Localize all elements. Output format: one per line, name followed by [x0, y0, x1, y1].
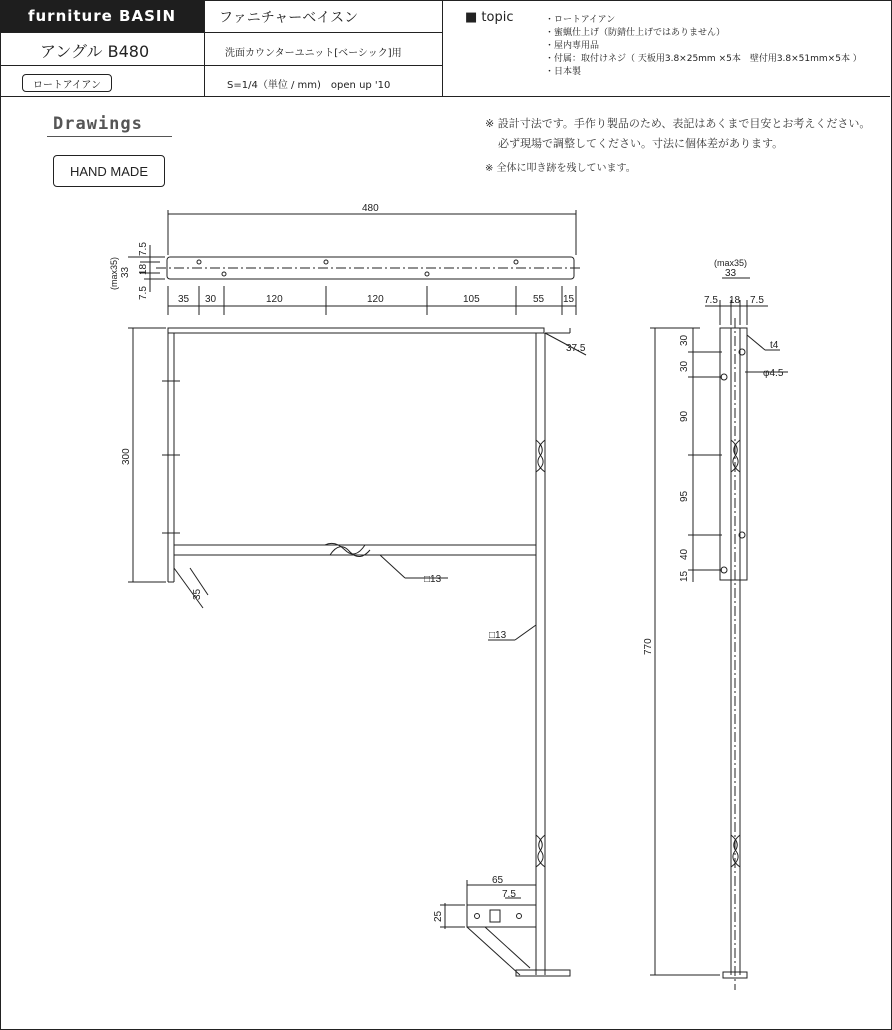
dim-side-40: 40 — [679, 548, 690, 560]
drawings-heading: Drawings — [53, 114, 143, 134]
note-line-1: ※ 設計寸法です。手作り製品のため、表記はあくまで目安とお考えください。 — [485, 117, 871, 130]
dim-left-75a: 7.5 — [138, 242, 149, 256]
dim-side-75b: 7.5 — [750, 295, 764, 306]
dim-sq13-a: □13 — [424, 574, 442, 585]
dim-brace-35: 35 — [192, 588, 203, 600]
dim-seg-105: 105 — [463, 294, 480, 305]
dim-left-33: 33 — [120, 266, 131, 278]
top-angle-front — [168, 328, 544, 333]
dim-phi45: φ4.5 — [763, 368, 784, 379]
dim-left-18: 18 — [138, 263, 149, 275]
note-line-2: 必ず現場で調整してください。寸法に個体差があります。 — [498, 137, 784, 150]
foot-plate — [516, 970, 570, 976]
side-plate — [720, 328, 747, 580]
hand-made-badge: HAND MADE — [53, 155, 165, 187]
dim-side-30b: 30 — [679, 360, 690, 372]
dim-seg-30: 30 — [205, 294, 217, 305]
dim-left-max: (max35) — [109, 256, 119, 290]
dim-t4: t4 — [770, 340, 779, 351]
dim-side-95: 95 — [679, 490, 690, 502]
dim-seg-120b: 120 — [367, 294, 384, 305]
dim-480: 480 — [362, 203, 379, 214]
dim-side-18: 18 — [729, 295, 741, 306]
material-badge: ロートアイアン — [22, 74, 112, 92]
dim-side-75a: 7.5 — [704, 295, 718, 306]
dim-side-30a: 30 — [679, 334, 690, 346]
dim-seg-15: 15 — [563, 294, 575, 305]
dim-foot-75: 7.5 — [502, 889, 516, 900]
brand-title: furniture BASIN — [0, 0, 205, 33]
model-name: アングル B480 — [40, 42, 150, 61]
topic-item: ・ロートアイアン — [545, 15, 616, 25]
dim-foot-65: 65 — [492, 875, 504, 886]
dim-seg-55: 55 — [533, 294, 545, 305]
dim-side-33: 33 — [725, 268, 737, 279]
scale-text: S=1/4（単位 / mm) open up '10 — [227, 80, 391, 91]
unit-name: 洗面カウンターユニット[ベーシック]用 — [225, 48, 402, 59]
dim-770: 770 — [643, 638, 654, 655]
dim-foot-25: 25 — [433, 910, 444, 922]
dim-sq13-b: □13 — [489, 630, 507, 641]
dim-side-90: 90 — [679, 410, 690, 422]
dim-side-15: 15 — [679, 570, 690, 582]
dim-seg-35: 35 — [178, 294, 190, 305]
topic-item: ・蜜蝋仕上げ（防錆仕上げではありません） — [545, 28, 726, 38]
topic-item: ・付属：取付けネジ（ 天板用3.8×25mm ×5本 壁付用3.8×51mm×5本 ） — [545, 54, 862, 64]
dim-side-max: (max35) — [714, 258, 748, 268]
note-line-3: ※ 全体に叩き跡を残しています。 — [485, 163, 636, 174]
dim-seg-120a: 120 — [266, 294, 283, 305]
dim-left-75b: 7.5 — [138, 286, 149, 300]
topic-item: ・屋内専用品 — [545, 41, 600, 51]
topic-item: ・日本製 — [545, 67, 582, 77]
product-kana: ファニチャーベイスン — [219, 10, 359, 26]
lower-brace — [174, 568, 203, 608]
foot-bracket — [467, 905, 536, 927]
dim-375: 37.5 — [566, 343, 586, 354]
topic-label: ■ topic — [465, 10, 514, 25]
dim-300: 300 — [121, 448, 132, 465]
